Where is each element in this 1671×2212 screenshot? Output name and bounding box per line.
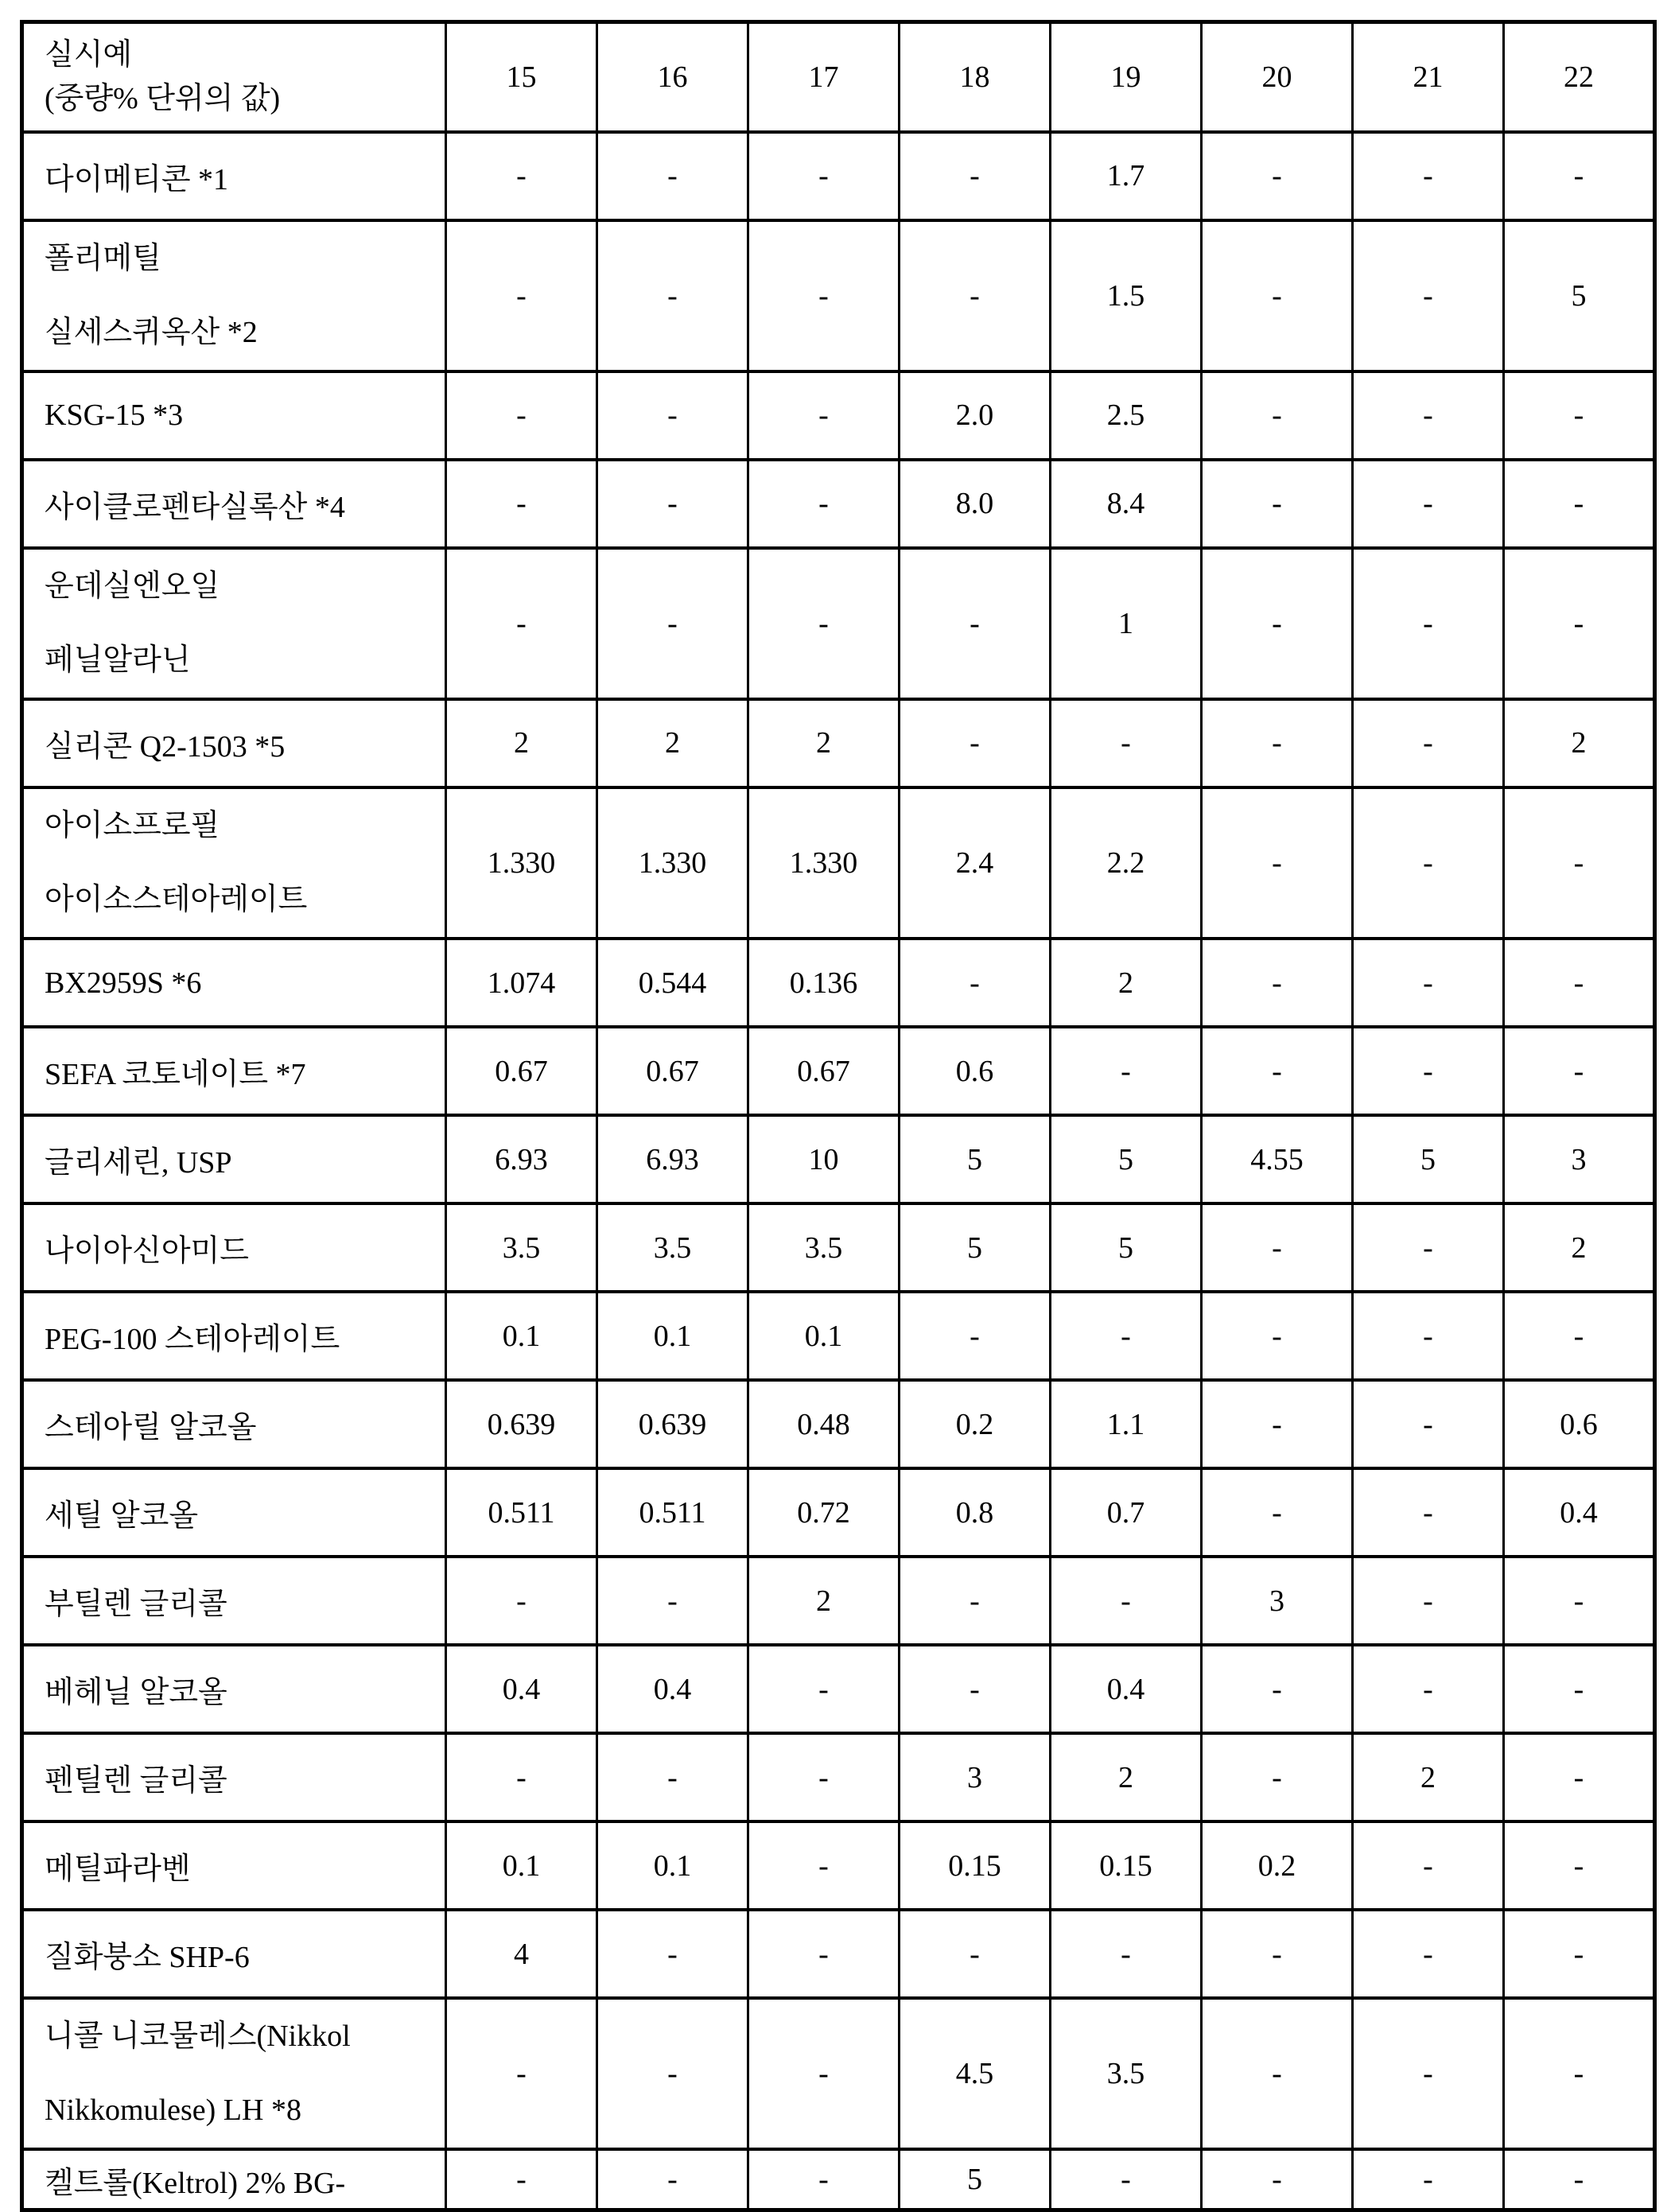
value-cell: 2.2 (1051, 787, 1202, 939)
value-cell: - (1504, 548, 1655, 699)
ingredient-label-cell (22, 548, 446, 699)
table-row (22, 1733, 1655, 1821)
value-cell: 1.1 (1051, 1380, 1202, 1468)
value-cell: 6.93 (597, 1115, 748, 1203)
value-cell: - (1353, 1380, 1504, 1468)
value-cell: - (748, 132, 900, 220)
ingredient-label-cell (22, 2149, 446, 2210)
ingredient-label-line: 다이메티콘 *1 (45, 162, 229, 196)
value-cell: 2 (446, 699, 597, 787)
value-cell: - (748, 2149, 900, 2210)
ingredient-label-cell (22, 1468, 446, 1557)
value-cell: 0.511 (446, 1468, 597, 1557)
ingredient-label-line: 켈트롤(Keltrol) 2% BG- (45, 2166, 346, 2200)
value-cell: 4.55 (1202, 1115, 1353, 1203)
value-cell: 2.4 (900, 787, 1051, 939)
value-cell: - (748, 1821, 900, 1910)
value-cell: 5 (900, 2149, 1051, 2210)
value-cell: 0.1 (597, 1821, 748, 1910)
table-row (22, 1115, 1655, 1203)
value-cell: - (748, 1645, 900, 1733)
value-cell: - (1504, 1821, 1655, 1910)
value-cell: - (748, 460, 900, 548)
table-row (22, 1557, 1655, 1645)
ingredient-label-line: 운데실엔오일 (45, 569, 220, 603)
value-cell: - (1504, 1998, 1655, 2149)
value-cell: - (748, 220, 900, 371)
value-cell: 3.5 (1051, 1998, 1202, 2149)
ingredient-label-cell (22, 1821, 446, 1910)
value-cell: 0.2 (900, 1380, 1051, 1468)
value-cell: - (1202, 460, 1353, 548)
value-cell: 2 (1051, 1733, 1202, 1821)
value-cell: 6.93 (446, 1115, 597, 1203)
value-cell: - (1353, 371, 1504, 460)
ingredient-label-cell (22, 1733, 446, 1821)
value-cell: 2 (597, 699, 748, 787)
column-header: 15 (446, 22, 597, 132)
value-cell: - (597, 1557, 748, 1645)
ingredient-label-line: 나이아신아미드 (45, 1234, 249, 1269)
value-cell: - (748, 371, 900, 460)
value-cell: - (1353, 1998, 1504, 2149)
table-row (22, 787, 1655, 939)
ingredient-label-line: 펜틸렌 글리콜 (45, 1764, 227, 1798)
table-row (22, 1910, 1655, 1998)
value-cell: 8.0 (900, 460, 1051, 548)
value-cell: - (597, 548, 748, 699)
table-row (22, 460, 1655, 548)
value-cell: - (1202, 699, 1353, 787)
value-cell: - (446, 548, 597, 699)
value-cell: - (597, 1910, 748, 1998)
ingredient-label-cell (22, 132, 446, 220)
value-cell: 0.72 (748, 1468, 900, 1557)
ingredient-label-line: 질화붕소 SHP-6 (45, 1941, 250, 1975)
value-cell: - (1051, 1557, 1202, 1645)
table-row (22, 371, 1655, 460)
value-cell: - (597, 132, 748, 220)
value-cell: - (1051, 1910, 1202, 1998)
value-cell: 2.0 (900, 371, 1051, 460)
value-cell: - (597, 460, 748, 548)
value-cell: 1.330 (748, 787, 900, 939)
value-cell: - (446, 2149, 597, 2210)
value-cell: 0.15 (900, 1821, 1051, 1910)
ingredient-label-line: PEG-100 스테아레이트 (45, 1323, 340, 1357)
value-cell: 3.5 (597, 1203, 748, 1292)
value-cell: 5 (1353, 1115, 1504, 1203)
value-cell: - (900, 939, 1051, 1027)
value-cell: 10 (748, 1115, 900, 1203)
ingredient-label-cell (22, 939, 446, 1027)
value-cell: - (1504, 132, 1655, 220)
ingredient-label-cell (22, 699, 446, 787)
value-cell: - (748, 1910, 900, 1998)
value-cell: - (1202, 220, 1353, 371)
column-header: 17 (748, 22, 900, 132)
ingredient-label-cell (22, 1380, 446, 1468)
value-cell: - (1051, 2149, 1202, 2210)
value-cell: - (1353, 460, 1504, 548)
ingredient-label-line: 메틸파라벤 (45, 1852, 191, 1887)
value-cell: - (748, 1733, 900, 1821)
value-cell: 3 (1202, 1557, 1353, 1645)
value-cell: - (1353, 132, 1504, 220)
value-cell: - (748, 1998, 900, 2149)
value-cell: - (1202, 1468, 1353, 1557)
value-cell: 0.639 (597, 1380, 748, 1468)
formulation-table (20, 20, 1657, 2212)
header-label-line1: 실시예 (45, 37, 133, 72)
value-cell: - (597, 1998, 748, 2149)
ingredient-label-cell (22, 1910, 446, 1998)
value-cell: 0.6 (900, 1027, 1051, 1115)
ingredient-label-line: 페닐알라닌 (45, 643, 191, 677)
value-cell: - (1353, 1027, 1504, 1115)
value-cell: - (900, 1645, 1051, 1733)
column-header: 21 (1353, 22, 1504, 132)
column-header: 19 (1051, 22, 1202, 132)
table-row (22, 1645, 1655, 1733)
table-row (22, 132, 1655, 220)
ingredient-label-cell (22, 1645, 446, 1733)
value-cell: 0.6 (1504, 1380, 1655, 1468)
ingredient-label-line: 아이소프로필 (45, 808, 220, 842)
value-cell: 0.136 (748, 939, 900, 1027)
value-cell: - (1504, 1733, 1655, 1821)
value-cell: 0.67 (597, 1027, 748, 1115)
value-cell: - (1353, 1645, 1504, 1733)
value-cell: - (1051, 1027, 1202, 1115)
value-cell: - (1353, 548, 1504, 699)
ingredient-label-line: 부틸렌 글리콜 (45, 1588, 227, 1622)
value-cell: - (1202, 1733, 1353, 1821)
ingredient-label-line: 니콜 니코물레스(Nikkol (45, 2020, 351, 2054)
ingredient-label-line: 실세스퀴옥산 *2 (45, 315, 258, 349)
value-cell: 0.1 (597, 1292, 748, 1380)
column-header: 22 (1504, 22, 1655, 132)
value-cell: 2.5 (1051, 371, 1202, 460)
ingredient-label-line: Nikkomulese) LH *8 (45, 2093, 301, 2128)
value-cell: 0.8 (900, 1468, 1051, 1557)
ingredient-label-line: 베헤닐 알코올 (45, 1676, 227, 1710)
ingredient-label-cell (22, 1292, 446, 1380)
value-cell: - (1504, 1027, 1655, 1115)
value-cell: 2 (748, 699, 900, 787)
value-cell: 4.5 (900, 1998, 1051, 2149)
value-cell: - (900, 220, 1051, 371)
value-cell: 0.4 (446, 1645, 597, 1733)
value-cell: - (597, 220, 748, 371)
value-cell: - (597, 2149, 748, 2210)
value-cell: - (1202, 371, 1353, 460)
column-header: 16 (597, 22, 748, 132)
value-cell: - (1504, 787, 1655, 939)
value-cell: 3 (1504, 1115, 1655, 1203)
ingredient-label-cell (22, 220, 446, 371)
value-cell: - (900, 699, 1051, 787)
value-cell: 5 (900, 1115, 1051, 1203)
table-row (22, 1027, 1655, 1115)
value-cell: 0.4 (1051, 1645, 1202, 1733)
table-row (22, 2149, 1655, 2210)
value-cell: 2 (1353, 1733, 1504, 1821)
value-cell: 0.7 (1051, 1468, 1202, 1557)
value-cell: - (1353, 1821, 1504, 1910)
table-row (22, 1468, 1655, 1557)
value-cell: - (900, 132, 1051, 220)
ingredient-label-line: 사이클로펜타실록산 *4 (45, 490, 345, 524)
table-row (22, 939, 1655, 1027)
value-cell: 5 (900, 1203, 1051, 1292)
value-cell: - (1504, 460, 1655, 548)
value-cell: - (446, 371, 597, 460)
value-cell: - (446, 1557, 597, 1645)
value-cell: 0.544 (597, 939, 748, 1027)
value-cell: - (900, 1557, 1051, 1645)
value-cell: 1.074 (446, 939, 597, 1027)
value-cell: 1.5 (1051, 220, 1202, 371)
ingredient-label-cell (22, 1998, 446, 2149)
value-cell: 5 (1051, 1115, 1202, 1203)
value-cell: - (446, 132, 597, 220)
value-cell: - (900, 548, 1051, 699)
ingredient-label-cell (22, 1203, 446, 1292)
value-cell: - (446, 460, 597, 548)
value-cell: - (1202, 1380, 1353, 1468)
value-cell: 2 (1504, 699, 1655, 787)
value-cell: 2 (1504, 1203, 1655, 1292)
value-cell: 0.1 (446, 1821, 597, 1910)
value-cell: - (1202, 1645, 1353, 1733)
value-cell: - (1353, 1910, 1504, 1998)
value-cell: - (1202, 1027, 1353, 1115)
value-cell: 0.4 (1504, 1468, 1655, 1557)
value-cell: 1 (1051, 548, 1202, 699)
value-cell: - (1051, 1292, 1202, 1380)
ingredient-label-cell (22, 787, 446, 939)
value-cell: - (1504, 1557, 1655, 1645)
value-cell: 0.4 (597, 1645, 748, 1733)
ingredient-label-cell (22, 460, 446, 548)
ingredient-label-cell (22, 1115, 446, 1203)
value-cell: - (446, 1998, 597, 2149)
value-cell: - (1353, 1203, 1504, 1292)
table-row (22, 1821, 1655, 1910)
value-cell: 5 (1051, 1203, 1202, 1292)
value-cell: - (1504, 371, 1655, 460)
value-cell: 0.15 (1051, 1821, 1202, 1910)
value-cell: - (1202, 132, 1353, 220)
value-cell: 8.4 (1051, 460, 1202, 548)
value-cell: 0.2 (1202, 1821, 1353, 1910)
value-cell: - (748, 548, 900, 699)
value-cell: - (1353, 1468, 1504, 1557)
value-cell: 5 (1504, 220, 1655, 371)
value-cell: 1.7 (1051, 132, 1202, 220)
table-row (22, 548, 1655, 699)
value-cell: - (1353, 787, 1504, 939)
value-cell: 0.1 (748, 1292, 900, 1380)
value-cell: - (900, 1292, 1051, 1380)
value-cell: - (1051, 699, 1202, 787)
value-cell: - (1353, 699, 1504, 787)
table-row (22, 1292, 1655, 1380)
ingredient-label-line: 글리세린, USP (45, 1146, 232, 1180)
header-label-line2: (중량% 단위의 값) (45, 81, 281, 115)
value-cell: - (1353, 1557, 1504, 1645)
header-label-cell (22, 22, 446, 132)
table-row (22, 1998, 1655, 2149)
value-cell: 0.639 (446, 1380, 597, 1468)
ingredient-label-line: 스테아릴 알코올 (45, 1411, 257, 1445)
value-cell: 0.48 (748, 1380, 900, 1468)
value-cell: - (1504, 939, 1655, 1027)
table-row (22, 220, 1655, 371)
value-cell: 3 (900, 1733, 1051, 1821)
value-cell: 0.511 (597, 1468, 748, 1557)
value-cell: - (900, 1910, 1051, 1998)
value-cell: - (1504, 2149, 1655, 2210)
ingredient-label-line: SEFA 코토네이트 *7 (45, 1058, 306, 1092)
ingredient-label-cell (22, 371, 446, 460)
value-cell: - (1202, 2149, 1353, 2210)
ingredient-label-line: BX2959S *6 (45, 966, 202, 1000)
value-cell: 0.1 (446, 1292, 597, 1380)
value-cell: 2 (1051, 939, 1202, 1027)
value-cell: - (597, 371, 748, 460)
value-cell: 3.5 (446, 1203, 597, 1292)
ingredient-label-line: 아이소스테아레이트 (45, 882, 308, 916)
value-cell: 0.67 (748, 1027, 900, 1115)
value-cell: - (1353, 220, 1504, 371)
value-cell: - (446, 220, 597, 371)
ingredient-label-cell (22, 1027, 446, 1115)
value-cell: - (1504, 1292, 1655, 1380)
value-cell: - (1504, 1910, 1655, 1998)
table-row (22, 1203, 1655, 1292)
ingredient-label-line: 세틸 알코올 (45, 1499, 199, 1534)
table-row (22, 1380, 1655, 1468)
value-cell: - (1202, 1998, 1353, 2149)
header-row (22, 22, 1655, 132)
value-cell: - (446, 1733, 597, 1821)
value-cell: - (1504, 1645, 1655, 1733)
column-header: 20 (1202, 22, 1353, 132)
value-cell: - (1202, 1203, 1353, 1292)
value-cell: - (597, 1733, 748, 1821)
value-cell: - (1202, 939, 1353, 1027)
value-cell: 1.330 (446, 787, 597, 939)
ingredient-label-line: 폴리메틸 (45, 241, 161, 275)
ingredient-label-line: 실리콘 Q2-1503 *5 (45, 729, 286, 764)
value-cell: 0.67 (446, 1027, 597, 1115)
value-cell: 1.330 (597, 787, 748, 939)
value-cell: - (1353, 1292, 1504, 1380)
value-cell: - (1202, 1292, 1353, 1380)
table-body (22, 132, 1655, 2210)
ingredient-label-cell (22, 1557, 446, 1645)
value-cell: 3.5 (748, 1203, 900, 1292)
value-cell: - (1353, 2149, 1504, 2210)
value-cell: - (1202, 548, 1353, 699)
value-cell: 4 (446, 1910, 597, 1998)
value-cell: - (1202, 787, 1353, 939)
value-cell: - (1353, 939, 1504, 1027)
column-header: 18 (900, 22, 1051, 132)
ingredient-label-line: KSG-15 *3 (45, 398, 184, 433)
value-cell: - (1202, 1910, 1353, 1998)
table-row (22, 699, 1655, 787)
value-cell: 2 (748, 1557, 900, 1645)
